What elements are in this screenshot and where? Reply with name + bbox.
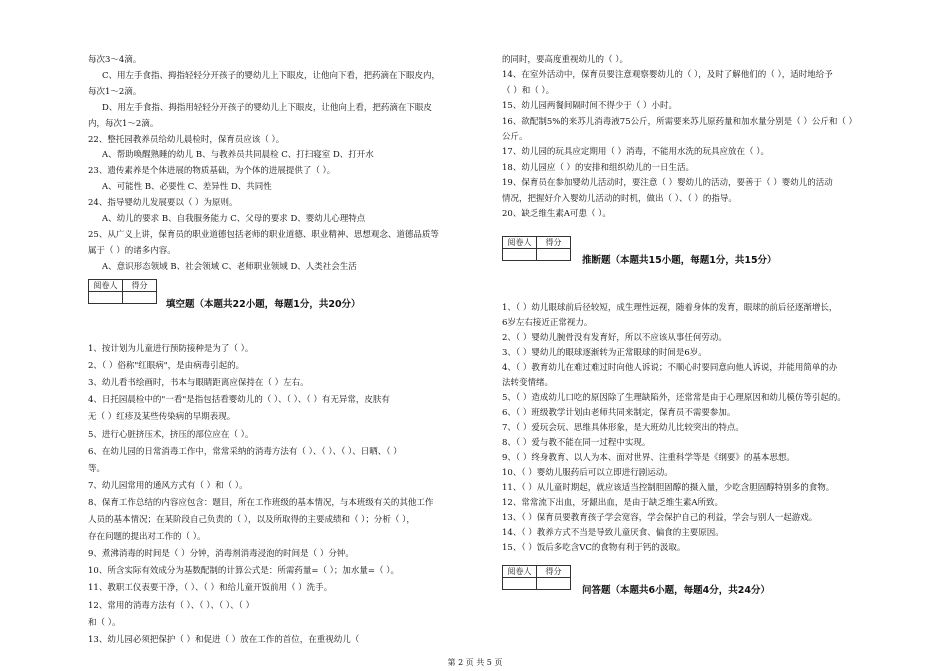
text-line: 内，每次1～2滴。 <box>88 118 159 129</box>
text-line: 7、幼儿园常用的通风方式有（ ）和（ ）。 <box>88 480 248 491</box>
score-label: 得分 <box>123 280 157 292</box>
text-line: 13、（ ）保育员要教育孩子学会宽容，学会保护自己的利益，学会与别人一起游戏。 <box>502 513 818 523</box>
text-line: 6、（ ）班级教学计划由老师共同来制定，保育员不需要参加。 <box>502 408 736 418</box>
text-line: 1、按计划为儿童进行预防接种是为了（ ）。 <box>88 344 254 354</box>
text-line: 3、（ ）婴幼儿的眼球逐渐转为正常眼球的时间是6岁。 <box>502 348 707 358</box>
text-line: 人员的基本情况；在某阶段自己负责的（ ），以及所取得的主要成绩和（ ）；分析（ ）， <box>88 515 415 525</box>
text-line: 4、（ ）教育幼儿在难过难过时向他人诉说；不顺心时要同意向他人诉说，并能用简单的办 <box>502 363 838 373</box>
score-label: 得分 <box>537 237 571 249</box>
text-line: 5、（ ）造成幼儿口吃的原因除了生理缺陷外，还常常是由于心理原因和幼儿模仿等引起的。 <box>502 393 846 403</box>
text-line: A、意识形态领域 B、社会领域 C、老师职业领域 D、人类社会生活 <box>102 261 357 272</box>
text-line: 3、幼儿看书绘画时，书本与眼睛距离应保持在（ ）左右。 <box>88 378 309 389</box>
text-line: 属于（ ）的诸多内容。 <box>88 245 176 256</box>
reviewer-cell <box>503 578 537 590</box>
score-label: 得分 <box>537 566 571 578</box>
text-line: 13、幼儿园必须把保护（ ）和促进（ ）放在工作的首位，在重视幼儿（ <box>88 634 360 645</box>
fill-section-title: 填空题（本题共22小题，每题1分，共20分） <box>166 299 361 310</box>
text-line: 1、（ ）幼儿眼球前后径较短，成生理性远视，随着身体的发育，眼球的前后径逐渐增长， <box>502 303 838 313</box>
reviewer-label: 阅卷人 <box>503 237 537 249</box>
text-line: 6岁左右接近正常视力。 <box>502 318 593 328</box>
text-line: 22、整托园教养员给幼儿晨检时，保育员应该（ ）。 <box>88 134 285 145</box>
text-line: 存在问题的提出对工作的（ ）。 <box>88 532 206 543</box>
text-line: 公斤。 <box>502 132 528 142</box>
text-line: 9、（ ）终身教育、以人为本、面对世界、注重科学等是《纲要》的基本思想。 <box>502 453 795 463</box>
text-line: A、帮助唤醒熟睡的幼儿 B、与教养员共同晨检 C、打扫寝室 D、打开水 <box>102 150 374 161</box>
text-line: 11、（ ）从儿童时期起，就应该适当控制胆固醇的摄入量，少吃含胆固醇特别多的食物。 <box>502 483 835 493</box>
text-line: 2、（ ）婴幼儿腕骨没有发育好，所以不应该从事任何劳动。 <box>502 333 727 343</box>
score-cell <box>537 578 571 590</box>
text-line: 18、幼儿园应（ ）的安排和组织幼儿的一日生活。 <box>502 162 695 173</box>
text-line: （ ）和（ ）。 <box>502 85 555 96</box>
text-line: 2、（ ）俗称"红眼病"，是由病毒引起的。 <box>88 361 245 372</box>
text-line: C、用左手食指、拇指轻轻分开孩子的婴幼儿上下眼皮，让他向下看，把药滴在下眼皮内， <box>102 70 441 81</box>
reviewer-cell <box>503 249 537 261</box>
text-line: 20、缺乏维生素A可患（ ）。 <box>502 209 611 219</box>
text-line: 23、遗传素养是个体进展的物质基础，为个体的进展提供了（ ）。 <box>88 166 336 177</box>
text-line: 每次1～2滴。 <box>88 86 142 97</box>
text-line: 14、在室外活动中，保育员要注意观察婴幼儿的（ ），及时了解他们的（ ），适时地给予 <box>502 70 833 81</box>
page-footer: 第 2 页 共 5 页 <box>447 658 503 667</box>
text-line: 每次3～4滴。 <box>88 55 142 65</box>
text-line: 11、教职工仪表要干净，（ ）、（ ）和给儿童开饭前用（ ）洗手。 <box>88 583 333 594</box>
text-line: 情况，把握好介入婴幼儿活动的时机，做出（ ）、（ ）的指导。 <box>502 193 737 204</box>
text-line: 等。 <box>88 463 106 474</box>
text-line: 4、日托园晨检中的"一看"是指包括看婴幼儿的（ ）、（ ）、（ ）有无异常，皮肤有 <box>88 395 390 406</box>
qa-section-title: 问答题（本题共6小题，每题4分，共24分） <box>582 585 770 596</box>
text-line: 法转变情绪。 <box>502 378 554 388</box>
judge-section-title: 推断题（本题共15小题，每题1分，共15分） <box>582 255 777 266</box>
text-line: 9、煮沸消毒的时间是（ ）分钟，消毒剂消毒浸泡的时间是（ ）分钟。 <box>88 549 354 560</box>
text-line: 19、保育员在参加婴幼儿活动时，要注意（ ）婴幼儿的活动，要善于（ ）婴幼儿的活动 <box>502 178 833 189</box>
text-line: 25、从广义上讲，保育员的职业道德包括老师的职业道德、职业精神、思想观念、道德品质等 <box>88 229 439 240</box>
text-line: 8、（ ）爱与教不能在同一过程中实现。 <box>502 438 651 448</box>
text-line: A、可能性 B、必要性 C、差异性 D、共同性 <box>102 182 272 193</box>
text-line: 10、（ ）婴幼儿服药后可以立即进行剧运动。 <box>502 468 673 478</box>
text-line: 17、幼儿园的玩具应定期用（ ）消毒，不能用水洗的玩具应放在（ ）。 <box>502 147 769 158</box>
text-line: D、用左手食指、拇指用轻轻分开孩子的婴幼儿上下眼皮，让他向上看，把药滴在下眼皮 <box>102 102 432 113</box>
text-line: A、幼儿的要求 B、自我服务能力 C、父母的要求 D、婴幼儿心理特点 <box>102 214 366 224</box>
text-line: 10、所含实际有效成分为基数配制的计算公式是：所需药量=（ ）；加水量=（ ）。 <box>88 566 399 577</box>
text-line: 16、欲配制5%的来苏儿消毒液75公斤，所需要来苏儿原药量和加水量分别是（ ）公斤和（ ） <box>502 116 858 127</box>
text-line: 5、进行心脏挤压术，挤压的部位应在（ ）。 <box>88 429 254 440</box>
grader-box-qa <box>502 565 571 590</box>
reviewer-cell <box>89 292 123 304</box>
text-line: 7、（ ）爱玩会玩、思维具体形象，是大班幼儿比较突出的特点。 <box>502 423 744 433</box>
grader-box-fill <box>88 279 157 304</box>
text-line: 15、幼儿园两餐间隔时间不得少于（ ）小时。 <box>502 101 678 112</box>
text-line: 24、指导婴幼儿发展要以（ ）为原则。 <box>88 198 238 209</box>
text-line: 6、在幼儿园的日常消毒工作中，常常采纳的消毒方法有（ ）、（ ）、（ ）、日晒、（ ） <box>88 446 402 457</box>
text-line: 14、（ ）教养方式不当是导致儿童厌食、偏食的主要原因。 <box>502 528 724 538</box>
text-line: 的同时，要高度重视幼儿的（ ）。 <box>502 55 628 65</box>
text-line: 12、常常流下出血，牙龈出血，是由于缺乏维生素A所致。 <box>502 498 723 508</box>
text-line: 8、保育工作总结的内容应包含：题目，所在工作班级的基本情况，与本班级有关的其他工作 <box>88 497 434 508</box>
reviewer-label: 阅卷人 <box>89 280 123 292</box>
text-line: 和（ ）。 <box>88 617 121 628</box>
score-cell <box>537 249 571 261</box>
grader-box-judge <box>502 236 571 261</box>
text-line: 15、（ ）饭后多吃含VC的食物有利于钙的汲取。 <box>502 543 686 553</box>
text-line: 无（ ）红疹及某些传染病的早期表现。 <box>88 412 236 423</box>
score-cell <box>123 292 157 304</box>
text-line: 12、常用的消毒方法有（ ）、（ ）、（ ）、（ ） <box>88 600 255 611</box>
reviewer-label: 阅卷人 <box>503 566 537 578</box>
